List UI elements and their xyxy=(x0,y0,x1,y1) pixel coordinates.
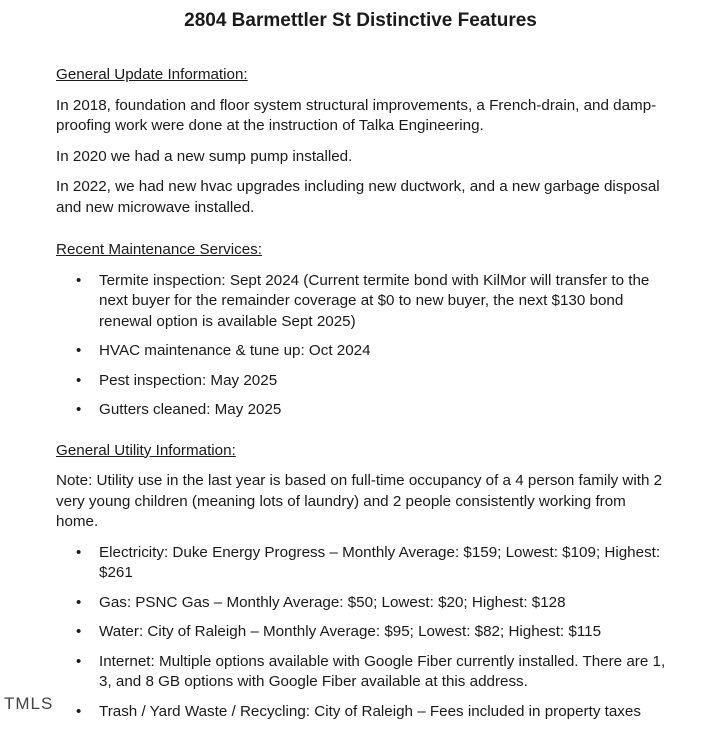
maintenance-heading: Recent Maintenance Services: xyxy=(56,241,262,258)
general-update-heading: General Update Information: xyxy=(56,66,248,83)
page-title: 2804 Barmettler St Distinctive Features xyxy=(184,10,537,31)
maintenance-section xyxy=(56,240,668,421)
utility-note: Note: Utility use in the last year is based on full-time occupancy of a 4 person family with 2 very young children (meaning lots of laundry) and 2 people consistently working from home. xyxy=(56,472,663,530)
utility-item: • Electricity: Duke Energy Progress – Monthly Average: $159; Lowest: $109; Highest: $261 xyxy=(56,543,668,584)
utility-item: • Trash / Yard Waste / Recycling: City of Raleigh – Fees included in property taxes xyxy=(56,702,668,723)
utility-list xyxy=(56,543,668,723)
update-paragraph: In 2018, foundation and floor system structural improvements, a French-drain, and damp-proofing work were done at the instruction of Talka Engineering. xyxy=(56,96,657,134)
utility-item: • Gas: PSNC Gas – Monthly Average: $50; Lowest: $20; Highest: $128 xyxy=(56,593,668,614)
utility-heading: General Utility Information: xyxy=(56,441,236,459)
maintenance-item: • Termite inspection: Sept 2024 (Current termite bond with KilMor will transfer to the next buyer for the remainder coverage at $0 to new buyer, the next $130 bond renewal option is available Sept 2025) xyxy=(56,271,668,333)
maintenance-item: • HVAC maintenance & tune up: Oct 2024 xyxy=(56,341,668,362)
maintenance-item: • Gutters cleaned: May 2025 xyxy=(56,400,668,421)
utility-section xyxy=(56,441,668,723)
utility-item: • Internet: Multiple options available with Google Fiber currently installed. There are 1, 3, and 8 GB options with Google Fiber available at this address. xyxy=(56,652,668,693)
mls-watermark: TMLS xyxy=(4,694,54,713)
document-body xyxy=(56,65,668,744)
maintenance-list xyxy=(56,271,668,421)
update-paragraph: In 2020 we had a new sump pump installed. xyxy=(56,147,353,165)
maintenance-item: • Pest inspection: May 2025 xyxy=(56,371,668,392)
update-paragraph: In 2022, we had new hvac upgrades including new ductwork, and a new garbage disposal and new microwave installed. xyxy=(56,178,660,216)
general-update-section xyxy=(56,65,668,218)
utility-item: • Water: City of Raleigh – Monthly Average: $95; Lowest: $82; Highest: $115 xyxy=(56,622,668,643)
